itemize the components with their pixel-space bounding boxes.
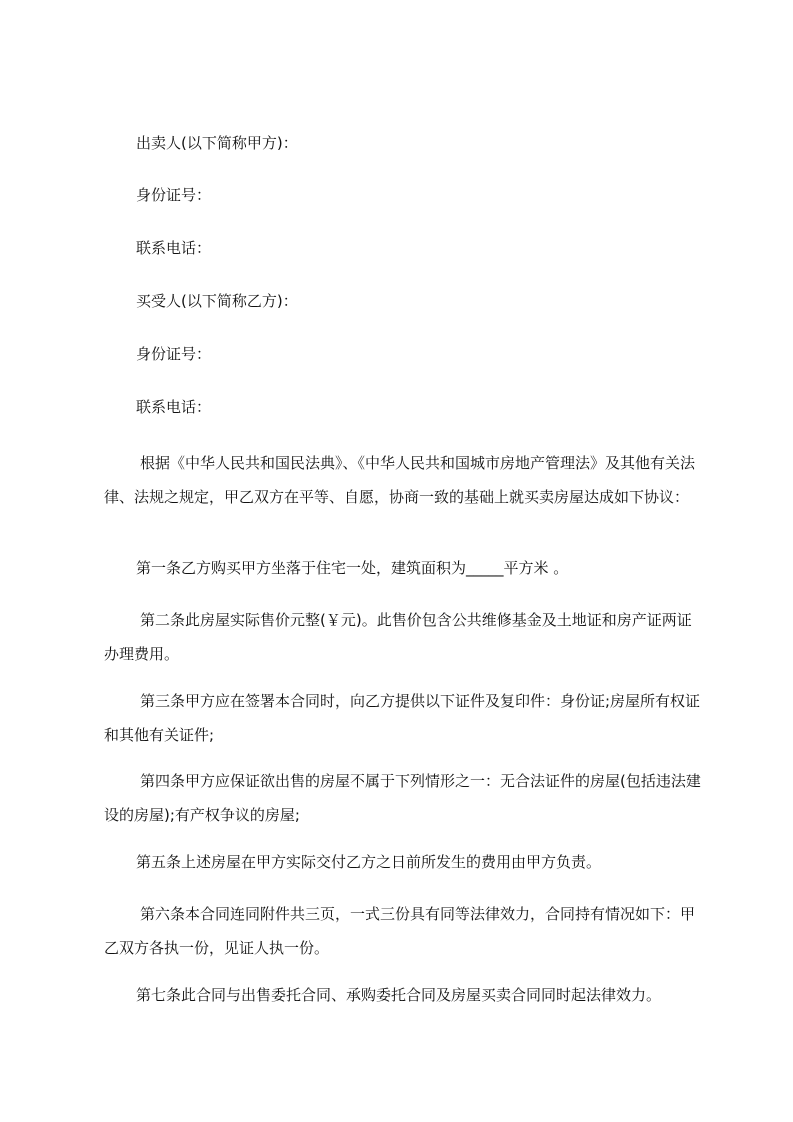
intro-paragraph: 根据《中华人民共和国民法典》、《中华人民共和国城市房地产管理法》及其他有关法律、法规之规定，甲乙双方在平等、自愿，协商一致的基础上就买卖房屋达成如下协议： (104, 454, 696, 506)
seller-phone-field: 联系电话： (136, 239, 212, 257)
article-6: 第六条本合同连同附件共三页，一式三份具有同等法律效力，合同持有情况如下：甲乙双方各执一份，见证人执一份。 (104, 905, 696, 957)
article-1: 第一条乙方购买甲方坐落于住宅一处，建筑面积为_____平方米 。 (136, 559, 569, 577)
buyer-field: 买受人(以下简称乙方)： (136, 292, 298, 310)
article-3: 第三条甲方应在签署本合同时，向乙方提供以下证件及复印件：身份证;房屋所有权证和其他有关证件; (104, 692, 701, 744)
seller-id-field: 身份证号： (136, 186, 212, 204)
article-2: 第二条此房屋实际售价元整(￥元)。此售价包含公共维修基金及土地证和房产证两证办理费用。 (104, 611, 692, 663)
buyer-id-field: 身份证号： (136, 345, 212, 363)
seller-field: 出卖人(以下简称甲方)： (136, 134, 298, 152)
buyer-phone-field: 联系电话： (136, 398, 212, 416)
article-7: 第七条此合同与出售委托合同、承购委托合同及房屋买卖合同同时起法律效力。 (136, 986, 662, 1004)
article-4: 第四条甲方应保证欲出售的房屋不属于下列情形之一：无合法证件的房屋(包括违法建设的房屋);有产权争议的房屋; (104, 772, 701, 824)
article-5: 第五条上述房屋在甲方实际交付乙方之日前所发生的费用由甲方负责。 (136, 853, 602, 871)
